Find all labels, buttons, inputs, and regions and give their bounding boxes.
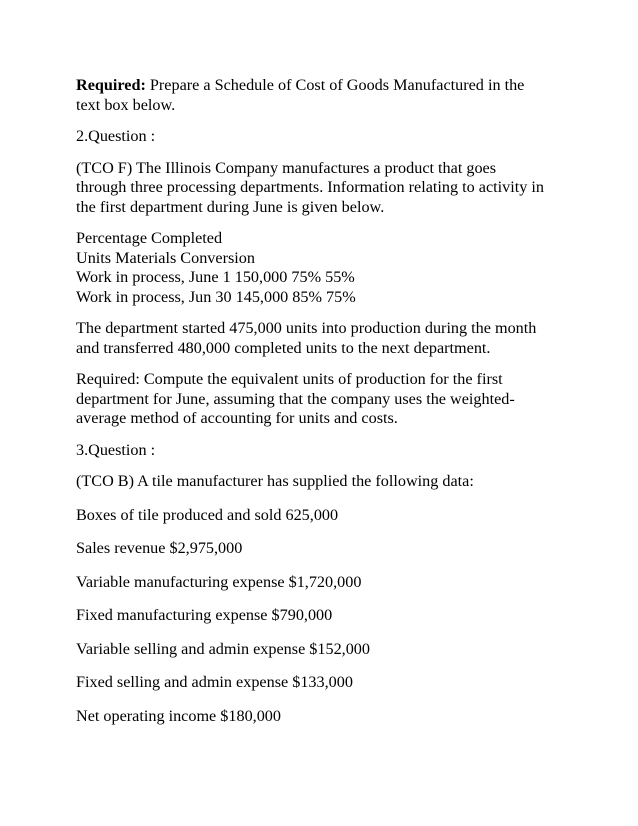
question-2-production (76, 319, 566, 358)
required-text-line-1: Prepare a Schedule of Cost of Goods Manufactured in the (149, 76, 525, 94)
question-3-item: Fixed manufacturing expense $790,000 (76, 606, 333, 624)
question-3-item: Variable selling and admin expense $152,000 (76, 639, 370, 658)
production-line: The department started 475,000 units into production during the month (76, 319, 537, 337)
required-line: department for June, assuming that the company uses the weighted- (76, 389, 515, 408)
question-2-intro-line: the first department during June is given below. (76, 197, 385, 216)
question-2-intro-line: through three processing departments. Information relating to activity in (76, 178, 544, 196)
required-line: Required: Compute the equivalent units of production for the first (76, 370, 503, 388)
question-3-item: Net operating income $180,000 (76, 706, 281, 725)
question-2-data-table (76, 229, 566, 307)
table-line: Units Materials Conversion (76, 248, 255, 267)
required-line-1 (76, 76, 566, 96)
production-line: and transferred 480,000 completed units to the next department. (76, 338, 491, 357)
question-3-intro: (TCO B) A tile manufacturer has supplied the following data: (76, 472, 474, 490)
question-2-intro-line: (TCO F) The Illinois Company manufactures a product that goes (76, 158, 497, 177)
table-line: Percentage Completed (76, 229, 223, 247)
required-paragraph (76, 76, 566, 115)
question-3-item: Variable manufacturing expense $1,720,000 (76, 572, 362, 591)
question-2-required (76, 370, 566, 429)
required-label: Required: (76, 76, 146, 94)
table-line: Work in process, June 1 150,000 75% 55% (76, 268, 355, 286)
question-3-item: Sales revenue $2,975,000 (76, 539, 243, 557)
question-3-item: Boxes of tile produced and sold 625,000 (76, 505, 339, 524)
required-line: average method of accounting for units and costs. (76, 409, 398, 427)
question-2-intro (76, 159, 566, 218)
required-text-line-2: text box below. (76, 95, 176, 114)
question-3-item: Fixed selling and admin expense $133,000 (76, 673, 353, 691)
table-line: Work in process, Jun 30 145,000 85% 75% (76, 287, 356, 306)
question-3-heading: 3.Question : (76, 440, 156, 459)
question-2-heading: 2.Question : (76, 127, 156, 145)
document-content (76, 76, 566, 740)
